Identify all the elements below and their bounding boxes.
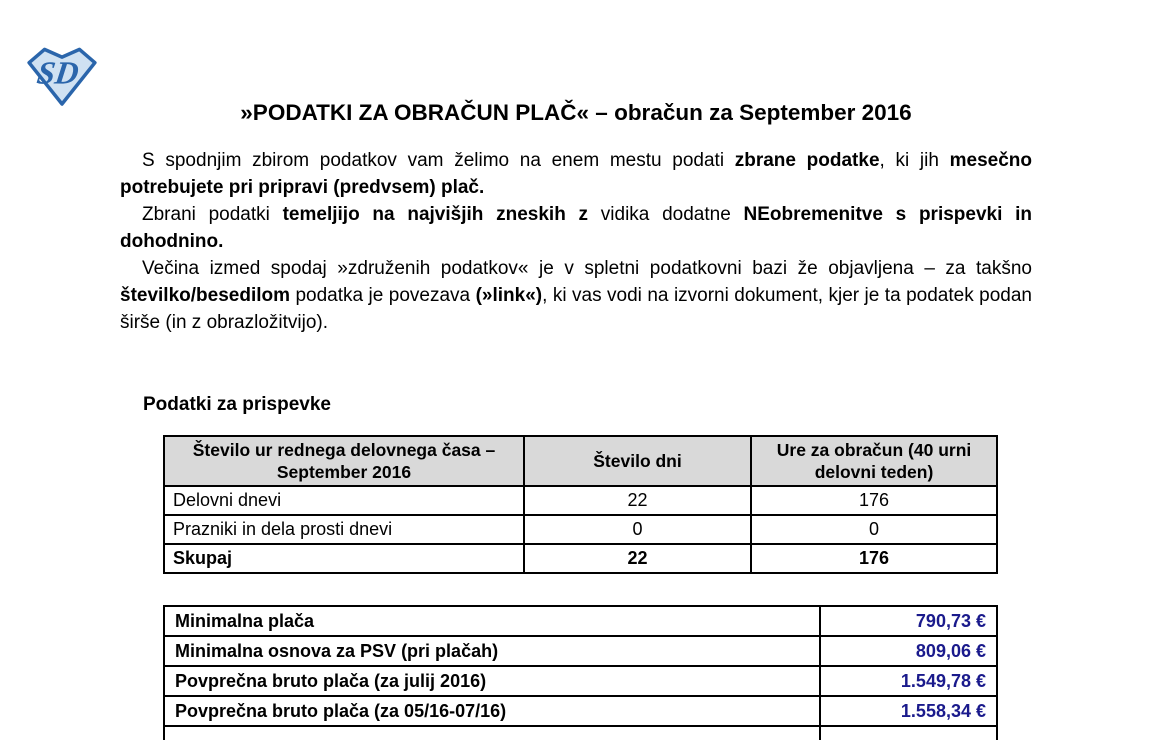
amount-value-cell [820,666,997,696]
amount-value-cell [820,636,997,666]
dni-cell: 22 [524,544,751,573]
clipped-cell [820,726,997,740]
hours-table [163,435,998,574]
amount-value-cell [820,606,997,636]
amount-label-cell: Povprečna bruto plača (za 05/16-07/16) [164,696,820,726]
amount-value-cell [820,696,997,726]
hours-table-row [164,486,997,515]
intro-text [120,147,1032,336]
company-logo [27,44,97,108]
hours-table-row [164,515,997,544]
clipped-cell [164,726,820,740]
amount-link[interactable]: 1.558,34 € [900,700,986,721]
hours-header-cell-2: Število dni [524,436,751,486]
amount-link[interactable]: 809,06 € [915,640,986,661]
page-title: »PODATKI ZA OBRAČUN PLAČ« – obračun za September 2016 [240,100,912,125]
svg-text:SD: SD [34,54,82,91]
hours-table-row [164,544,997,573]
amount-label-cell: Minimalna plača [164,606,820,636]
dni-cell: 0 [524,515,751,544]
paragraph-3: Večina izmed spodaj »združenih podatkov« je v spletni podatkovni bazi že objavljena – za takšno številko/besedilom podatka je povezava (»link«), ki vas vodi na izvorni dokument, kjer je ta podatek podan širše (in z obrazložitvijo). [120,258,1032,333]
amount-label-cell: Minimalna osnova za PSV (pri plačah) [164,636,820,666]
amounts-table [163,605,998,740]
amounts-table-row [164,696,997,726]
sd-shield-icon [27,44,97,108]
ure-cell: 176 [751,544,997,573]
dni-cell: 22 [524,486,751,515]
section-heading: Podatki za prispevke [143,394,331,415]
hours-header-cell-3: Ure za obračun (40 urni delovni teden) [751,436,997,486]
amounts-table-row-clipped [164,726,997,740]
paragraph-2: Zbrani podatki temeljijo na najvišjih zneskih z vidika dodatne NEobremenitve s prispevki in dohodnino. [120,204,1033,252]
ure-cell: 176 [751,486,997,515]
ure-cell: 0 [751,515,997,544]
amounts-table-row [164,606,997,636]
row-label-cell: Prazniki in dela prosti dnevi [164,515,524,544]
row-label-cell: Skupaj [164,544,524,573]
row-label-cell: Delovni dnevi [164,486,524,515]
amounts-table-row [164,666,997,696]
amount-label-cell: Povprečna bruto plača (za julij 2016) [164,666,820,696]
paragraph-1: S spodnjim zbirom podatkov vam želimo na enem mestu podati zbrane podatke, ki jih mesečno potrebujete pri pripravi (predvsem) plač. [120,150,1032,198]
amounts-table-row [164,636,997,666]
amount-link[interactable]: 790,73 € [915,610,986,631]
amount-link[interactable]: 1.549,78 € [900,670,986,691]
hours-table-header-row [164,436,997,486]
hours-header-cell-1: Število ur rednega delovnega časa – September 2016 [164,436,524,486]
